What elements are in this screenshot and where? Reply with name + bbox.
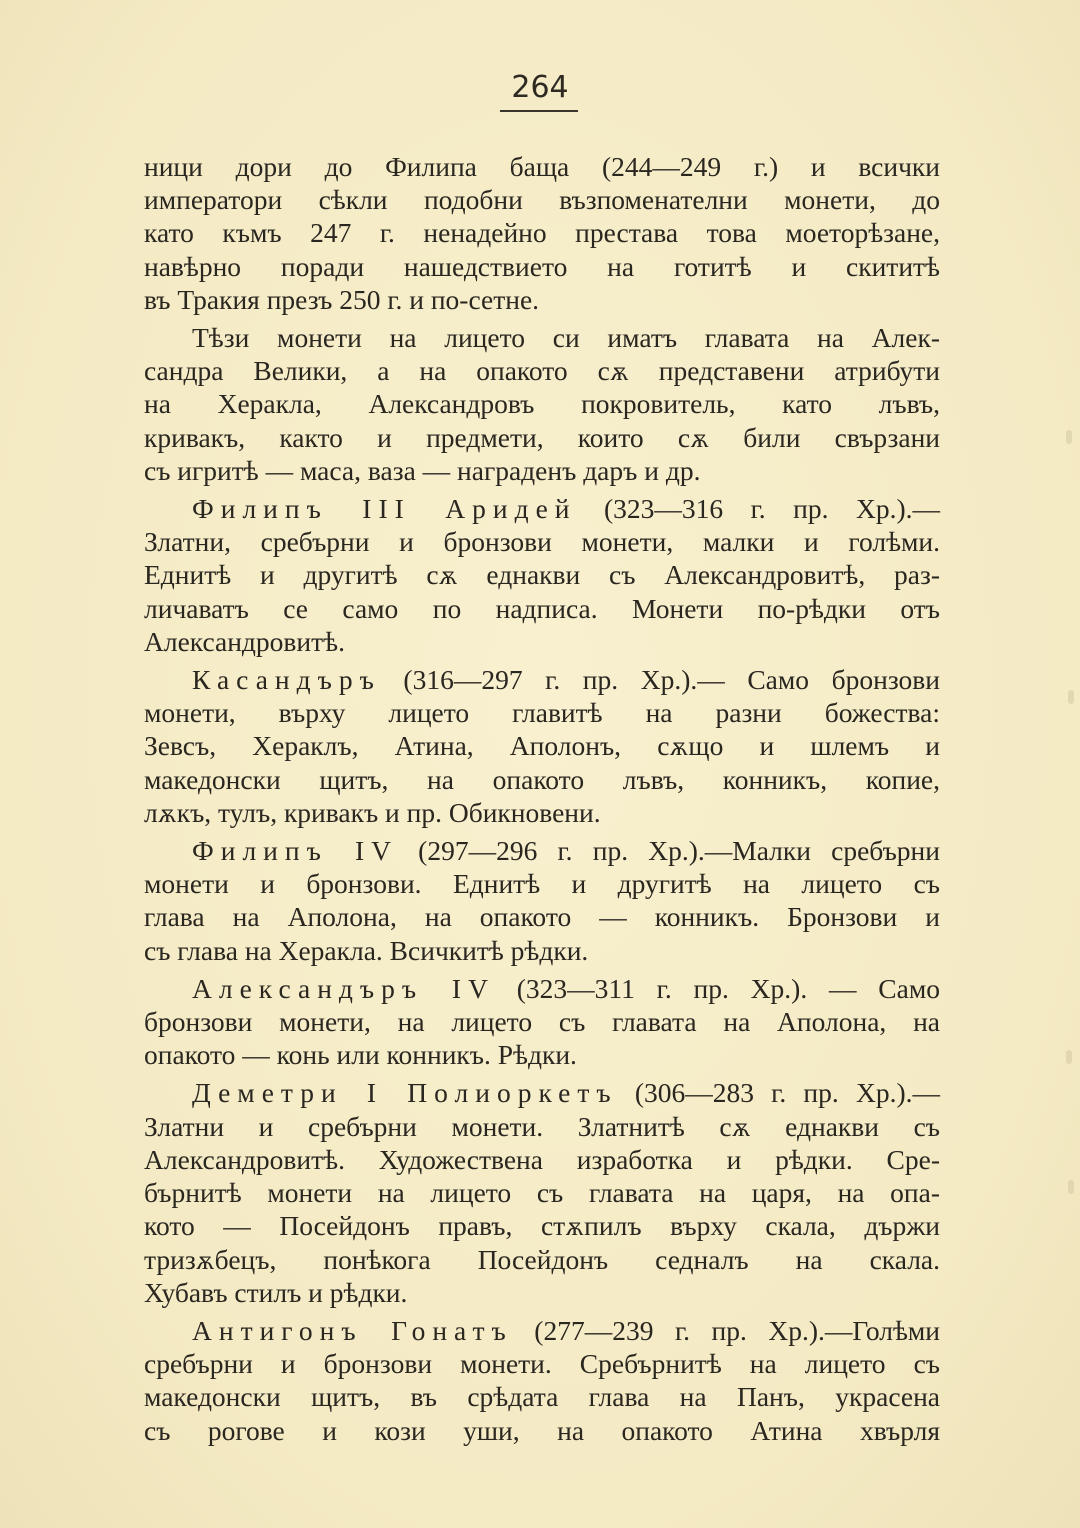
text-line: сребърни и бронзови монети. Сребърнитѣ на лицето съ bbox=[144, 1348, 940, 1380]
text-line bbox=[144, 663, 940, 696]
text-line: кривакъ, както и предмети, които сѫ били свързани bbox=[144, 421, 940, 453]
text-line: кото — Посейдонъ правъ, стѫпилъ върху скала, държи bbox=[144, 1210, 940, 1242]
text-line: бърнитѣ монети на лицето съ главата на царя, на опа- bbox=[144, 1177, 940, 1209]
ruler-name: Касандъръ bbox=[192, 664, 381, 696]
body-text bbox=[144, 150, 940, 1452]
text-run: (277—239 г. пр. Хр.).—Голѣми bbox=[512, 1314, 940, 1346]
text-line: на Херакла, Александровъ покровитель, като лъвъ, bbox=[144, 388, 940, 420]
paragraph bbox=[144, 321, 940, 487]
text-run: (323—316 г. пр. Хр.).— bbox=[576, 493, 940, 525]
ruler-name: Филипъ III Аридей bbox=[192, 493, 577, 525]
text-line bbox=[144, 1076, 940, 1109]
text-line: сандра Велики, а на опакото сѫ представени атрибути bbox=[144, 355, 940, 387]
text-line: императори сѣкли подобни възпоменателни монети, до bbox=[144, 184, 940, 216]
text-line: монети и бронзови. Еднитѣ и другитѣ на лицето съ bbox=[144, 868, 940, 900]
text-run: (323—311 г. пр. Хр.). — Само bbox=[494, 972, 940, 1004]
text-line: навѣрно поради нашедствието на готитѣ и скититѣ bbox=[144, 250, 940, 282]
text-line: Зевсъ, Хераклъ, Атина, Аполонъ, сѫщо и шлемъ и bbox=[144, 730, 940, 762]
paragraph-philip-iii bbox=[144, 492, 940, 658]
text-line: македонски щитъ, въ срѣдата глава на Панъ, украсена bbox=[144, 1381, 940, 1413]
text-line bbox=[144, 492, 940, 525]
text-line: Хубавъ стилъ и рѣдки. bbox=[144, 1276, 408, 1308]
text-line: лѫкъ, тулъ, кривакъ и пр. Обикновени. bbox=[144, 796, 601, 828]
text-run: (316—297 г. пр. Хр.).— Само бронзови bbox=[380, 664, 940, 696]
ruler-name: Александъръ IV bbox=[192, 972, 495, 1004]
text-line bbox=[144, 1314, 940, 1347]
paragraph-alexander-iv bbox=[144, 972, 940, 1072]
text-line: тризѫбецъ, понѣкога Посейдонъ седналъ на скала. bbox=[144, 1243, 940, 1275]
text-run: (306—283 г. пр. Хр.).— bbox=[617, 1077, 940, 1109]
paragraph-philip-iv bbox=[144, 834, 940, 967]
text-line: съ рогове и кози уши, на опакото Атина хвърля bbox=[144, 1414, 940, 1446]
text-line: съ игритѣ — маса, ваза — награденъ даръ и др. bbox=[144, 454, 701, 486]
paragraph-cassander bbox=[144, 663, 940, 829]
text-line: Златни и сребърни монети. Златнитѣ сѫ еднакви съ bbox=[144, 1110, 940, 1142]
paper-speck bbox=[1066, 430, 1072, 444]
text-line: Еднитѣ и другитѣ сѫ еднакви съ Александровитѣ, раз- bbox=[144, 559, 940, 591]
text-line: Златни, сребърни и бронзови монети, малки и голѣми. bbox=[144, 526, 940, 558]
text-line: Тѣзи монети на лицето си иматъ главата на Алек- bbox=[192, 322, 940, 354]
text-line bbox=[144, 972, 940, 1005]
ruler-name: Антигонъ Гонатъ bbox=[192, 1314, 513, 1346]
text-line: бронзови монети, на лицето съ главата на Аполона, на bbox=[144, 1006, 940, 1038]
paragraph bbox=[144, 150, 940, 316]
paragraph-antigonus-gonatas bbox=[144, 1314, 940, 1447]
text-line: личаватъ се само по надписа. Монети по-рѣдки отъ bbox=[144, 592, 940, 624]
text-run: (297—296 г. пр. Хр.).—Малки сребърни bbox=[398, 835, 940, 867]
ruler-name: Деметри I Полиоркетъ bbox=[192, 1077, 618, 1109]
text-line: ници дори до Филипа баща (244—249 г.) и всички bbox=[144, 151, 940, 182]
paper-speck bbox=[1068, 1180, 1074, 1194]
paper-speck bbox=[1066, 1050, 1072, 1064]
text-line bbox=[144, 834, 940, 867]
text-line: монети, върху лицето главитѣ на разни божества: bbox=[144, 697, 940, 729]
text-line: Александровитѣ. Художествена изработка и рѣдки. Сре- bbox=[144, 1143, 940, 1175]
text-line: въ Тракия презъ 250 г. и по-сетне. bbox=[144, 283, 540, 315]
text-line: Александровитѣ. bbox=[144, 625, 345, 657]
text-line: македонски щитъ, на опакото лъвъ, конникъ, копие, bbox=[144, 763, 940, 795]
ruler-name: Филипъ IV bbox=[192, 835, 399, 867]
paper-speck bbox=[1068, 690, 1074, 704]
paragraph-demetrius-i bbox=[144, 1076, 940, 1308]
text-line: съ глава на Херакла. Всичкитѣ рѣдки. bbox=[144, 934, 589, 966]
page-number: 264 bbox=[511, 70, 569, 105]
page-number-underline bbox=[500, 110, 578, 112]
text-line: глава на Аполона, на опакото — конникъ. Бронзови и bbox=[144, 901, 940, 933]
text-line: опакото — конь или конникъ. Рѣдки. bbox=[144, 1039, 577, 1071]
text-line: като къмъ 247 г. ненадейно престава това моеторѣзане, bbox=[144, 217, 940, 249]
